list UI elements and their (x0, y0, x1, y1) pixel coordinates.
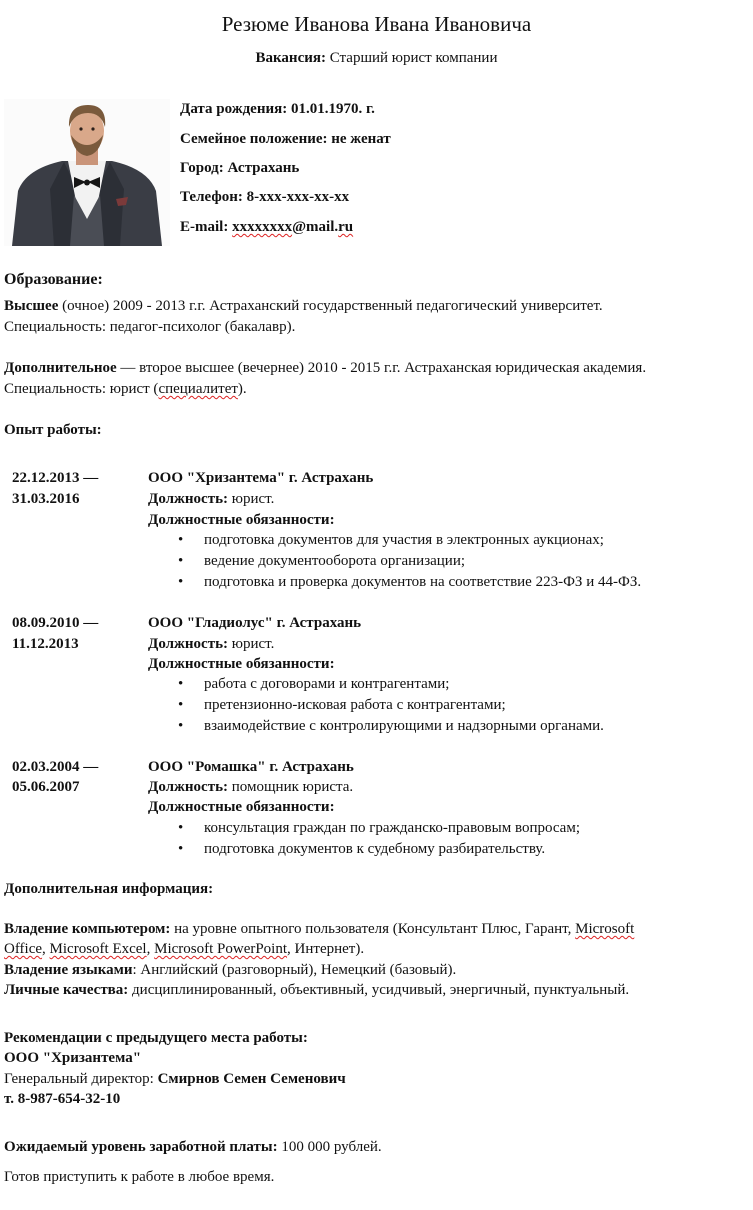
education-higher (4, 298, 603, 315)
city: Город: Астрахань (180, 160, 300, 176)
lang-label: Владение языками (4, 962, 133, 978)
job3-duties (178, 818, 580, 860)
computer-ms: Microsoft (575, 921, 635, 937)
email-tld: ru (338, 219, 354, 235)
education-extra-label: Дополнительное (4, 360, 117, 376)
job1-position-label: Должность: (148, 491, 229, 507)
extra-spec-word: специалитет (158, 381, 238, 397)
salary (4, 1139, 382, 1156)
languages (4, 962, 456, 979)
resume-title: Резюме Иванова Ивана Ивановича (221, 12, 532, 36)
vacancy-label: Вакансия: (255, 50, 326, 66)
list-item: • ведение документооборота организации; (178, 551, 641, 572)
job1-to: 31.03.2016 (12, 491, 80, 507)
birth-date: Дата рождения: 01.01.1970. г. (180, 101, 375, 117)
recommendation-director (4, 1071, 346, 1088)
extra-spec-pre: Специальность: юрист ( (4, 381, 159, 397)
email (180, 219, 353, 236)
additional-heading: Дополнительная информация: (4, 881, 214, 897)
recommendation-company: ООО "Хризантема" (4, 1050, 142, 1066)
personal-label: Личные качества: (4, 982, 129, 998)
extra-spec-post: ). (237, 381, 247, 397)
list-item: • претензионно-исковая работа с контрагентами; (178, 695, 604, 716)
job2-to: 11.12.2013 (12, 636, 79, 652)
job2-duties (178, 674, 604, 737)
job2-duties-label: Должностные обязанности: (148, 656, 335, 672)
marital-status: Семейное положение: не женат (180, 131, 391, 147)
job3-position (148, 777, 353, 797)
salary-label: Ожидаемый уровень заработной платы: (4, 1139, 278, 1155)
job1-from: 22.12.2013 — (12, 470, 99, 486)
recommendation-phone: т. 8-987-654-32-10 (4, 1091, 121, 1107)
job1-position (148, 489, 274, 509)
personal-text: дисциплинированный, объективный, усидчивый, энергичный, пунктуальный. (128, 982, 630, 998)
job3-from: 02.03.2004 — (12, 759, 99, 775)
personal-qualities (4, 982, 629, 999)
list-item: • консультация граждан по гражданско-правовым вопросам; (178, 818, 580, 839)
computer-label: Владение компьютером: (4, 921, 171, 937)
sep: , (42, 941, 50, 957)
powerpoint-word: Microsoft PowerPoint (154, 941, 288, 957)
sep: , (146, 941, 155, 957)
computer-text: на уровне опытного пользователя (Консультант Плюс, Гарант, (170, 921, 576, 937)
email-user: хххххххх (232, 219, 293, 235)
job2-position-value: юрист. (228, 636, 275, 652)
job1-duties (178, 530, 641, 593)
profile-photo (4, 99, 170, 246)
job3-position-value: помощник юриста. (228, 779, 354, 795)
job3-company: ООО "Ромашка" г. Астрахань (148, 759, 354, 775)
excel-word: Microsoft Excel (49, 941, 147, 957)
job2-from: 08.09.2010 — (12, 615, 99, 631)
job2-position-label: Должность: (148, 636, 229, 652)
list-item: • подготовка документов для участия в электронных аукционах; (178, 530, 641, 551)
director-label: Генеральный директор: (4, 1071, 158, 1087)
job3-position-label: Должность: (148, 779, 229, 795)
education-higher-text: (очное) 2009 - 2013 г.г. Астраханский государственный педагогический университет. (58, 298, 603, 314)
experience-heading: Опыт работы: (4, 422, 102, 438)
email-label: E-mail: (180, 219, 233, 235)
email-at: @mail. (292, 219, 339, 235)
lang-text: : Английский (разговорный), Немецкий (базовый). (132, 962, 457, 978)
recommendations-heading: Рекомендации с предыдущего места работы: (4, 1030, 308, 1046)
internet-word: , Интернет). (287, 941, 365, 957)
office-word: Office (4, 941, 43, 957)
job2-company: ООО "Гладиолус" г. Астрахань (148, 615, 362, 631)
salary-value: 100 000 рублей. (277, 1139, 382, 1155)
vacancy-value: Старший юрист компании (329, 50, 498, 66)
computer-skills-line2 (4, 941, 364, 958)
computer-skills (4, 921, 634, 938)
vacancy (0, 50, 753, 67)
education-higher-label: Высшее (4, 298, 59, 314)
list-item: • подготовка документов к судебному разбирательству. (178, 839, 580, 860)
job3-to: 05.06.2007 (12, 779, 80, 795)
education-extra (4, 360, 646, 377)
job3-duties-label: Должностные обязанности: (148, 799, 335, 815)
education-higher-spec: Специальность: педагог-психолог (бакалавр). (4, 319, 296, 335)
education-extra-spec (4, 381, 247, 398)
list-item: • подготовка и проверка документов на соответствие 223-ФЗ и 44-ФЗ. (178, 572, 641, 593)
job2-position (148, 634, 274, 654)
education-heading: Образование: (4, 271, 103, 288)
ready-to-start: Готов приступить к работе в любое время. (4, 1169, 275, 1185)
phone: Телефон: 8-ххх-ххх-хх-хх (180, 189, 350, 205)
education-extra-text: — второе высшее (вечернее) 2010 - 2015 г.г. Астраханская юридическая академия. (116, 360, 647, 376)
job1-position-value: юрист. (228, 491, 275, 507)
job1-company: ООО "Хризантема" г. Астрахань (148, 470, 374, 486)
list-item: • работа с договорами и контрагентами; (178, 674, 604, 695)
list-item: • взаимодействие с контролирующими и надзорными органами. (178, 716, 604, 737)
director-name: Смирнов Семен Семенович (157, 1071, 346, 1087)
job1-duties-label: Должностные обязанности: (148, 512, 335, 528)
